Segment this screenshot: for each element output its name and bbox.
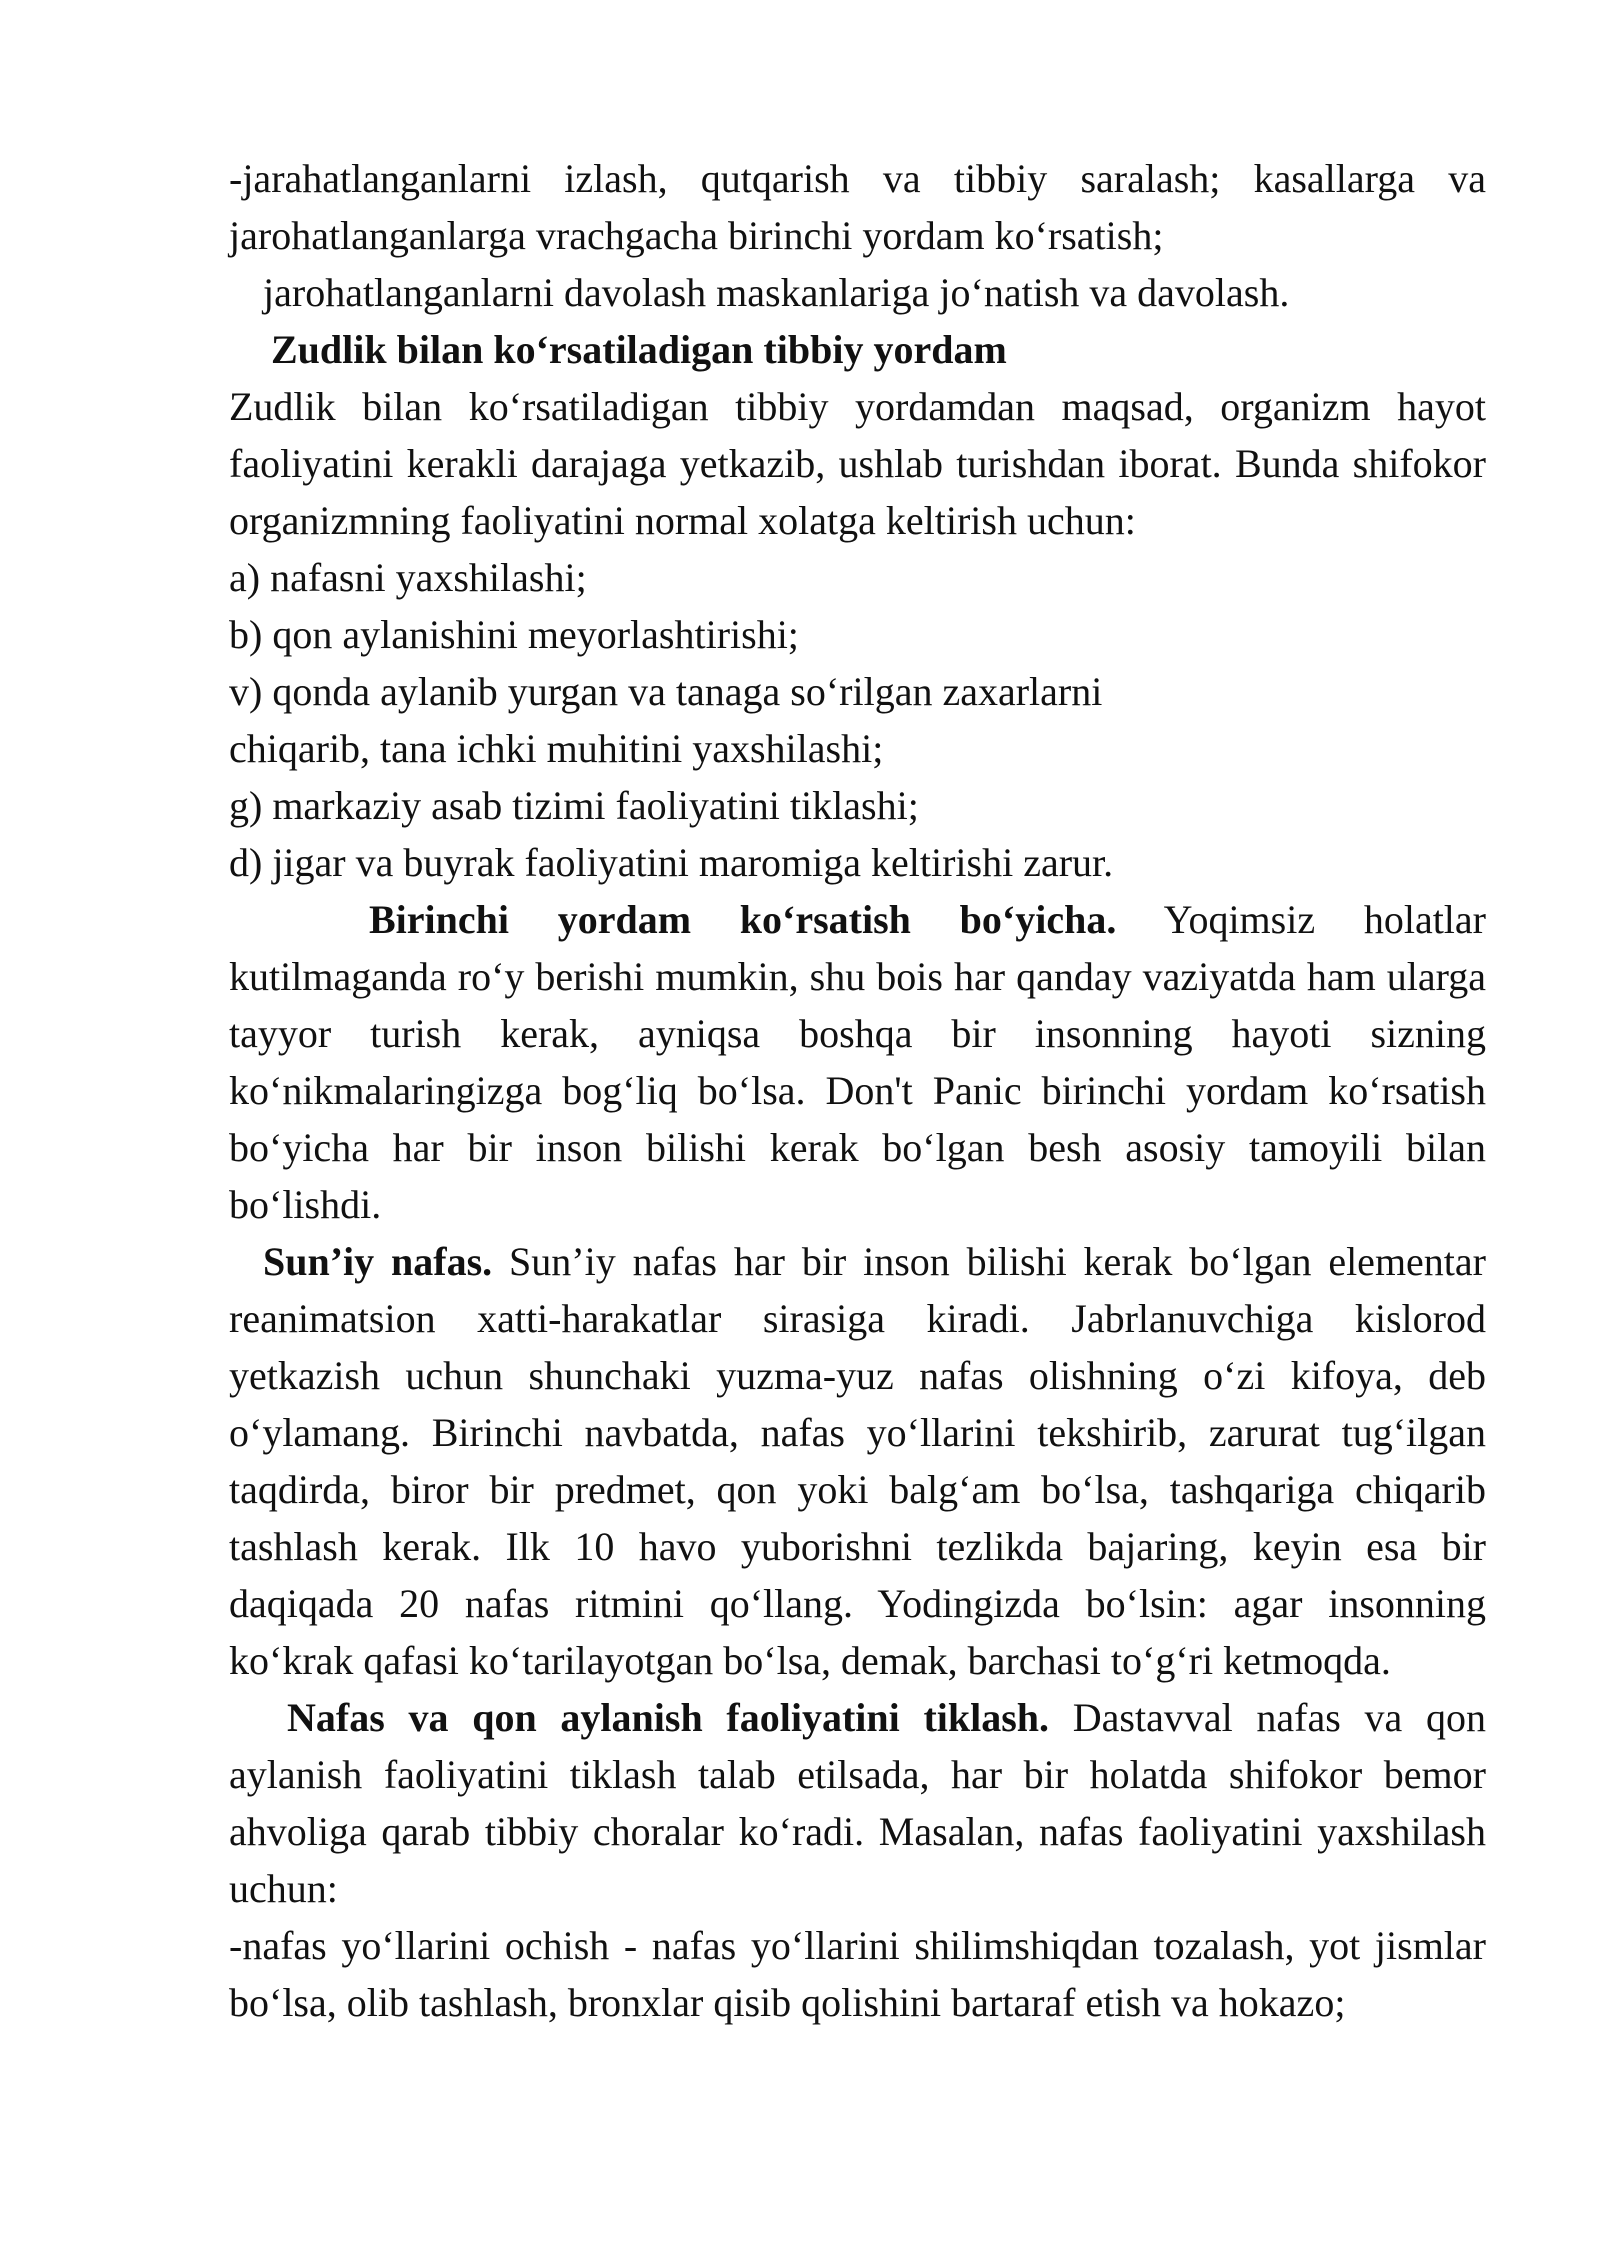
list-item: chiqarib, tana ichki muhitini yaxshilashi; <box>229 726 884 771</box>
list-item: a) nafasni yaxshilashi; <box>229 555 587 600</box>
paragraph-text: Yoqimsiz holatlar kutilmaganda roʻy berishi mumkin, shu bois har qanday vaziyatda ham ularga tayyor turish kerak, ayniqsa boshqa bir insonning hayoti sizning koʻnikmalaringizga bogʻliq boʻlsa. Don't Panic birinchi yordam koʻrsatish boʻyicha har bir inson bilishi kerak boʻlgan besh asosiy tamoyili bilan boʻlishdi. <box>229 897 1486 1227</box>
section-paragraph-artificial-respiration <box>229 1233 1486 1689</box>
section-paragraph-restoring-breathing <box>229 1689 1486 1917</box>
closing-paragraph: -nafas yoʻllarini ochish - nafas yoʻllarini shilimshiqdan tozalash, yot jismlar boʻlsa, olib tashlash, bronxlar qisib qolishini bartaraf etish va hokazo; <box>229 1923 1486 2025</box>
intro-paragraph: -jarahatlanganlarni izlash, qutqarish va tibbiy saralash; kasallarga va jarohatlanganlarga vrachgacha birinchi yordam koʻrsatish; <box>229 156 1486 258</box>
list-item: v) qonda aylanib yurgan va tanaga soʻrilgan zaxarlarni <box>229 669 1103 714</box>
intro-paragraph-continued: jarohatlanganlarni davolash maskanlariga joʻnatish va davolash. <box>263 270 1290 315</box>
paragraph-text: Sun’iy nafas har bir inson bilishi kerak boʻlgan elementar reanimatsion xatti-harakatlar sirasiga kiradi. Jabrlanuvchiga kislorod yetkazish uchun shunchaki yuzma-yuz nafas olishning oʻzi kifoya, deb oʻylamang. Birinchi navbatda, nafas yoʻllarini tekshirib, zarurat tugʻilgan taqdirda, biror bir predmet, qon yoki balgʻam boʻlsa, tashqariga chiqarib tashlash kerak. Ilk 10 havo yuborishni tezlikda bajaring, keyin esa bir daqiqada 20 nafas ritmini qoʻllang. Yodingizda boʻlsin: agar insonning koʻkrak qafasi koʻtarilayotgan boʻlsa, demak, barchasi toʻgʻri ketmoqda. <box>229 1239 1486 1683</box>
section-paragraph-urgent-care: Zudlik bilan koʻrsatiladigan tibbiy yordamdan maqsad, organizm hayot faoliyatini kerakli darajaga yetkazib, ushlab turishdan iborat. Bunda shifokor organizmning faoliyatini normal xolatga keltirish uchun: <box>229 384 1486 543</box>
list-item: g) markaziy asab tizimi faoliyatini tiklashi; <box>229 783 919 828</box>
inline-heading-first-aid: Birinchi yordam koʻrsatish boʻyicha. <box>369 897 1117 942</box>
inline-heading-restoring-breathing: Nafas va qon aylanish faoliyatini tiklash. <box>287 1695 1050 1740</box>
section-paragraph-first-aid <box>229 891 1486 1233</box>
section-heading-urgent-care: Zudlik bilan koʻrsatiladigan tibbiy yordam <box>271 327 1007 372</box>
list-item: b) qon aylanishini meyorlashtirishi; <box>229 612 799 657</box>
list-item: d) jigar va buyrak faoliyatini maromiga keltirishi zarur. <box>229 840 1114 885</box>
document-page <box>229 150 1486 2031</box>
paragraph-text: Dastavval nafas va qon aylanish faoliyatini tiklash talab etilsada, har bir holatda shifokor bemor ahvoliga qarab tibbiy choralar koʻradi. Masalan, nafas faoliyatini yaxshilash uchun: <box>229 1695 1486 1911</box>
inline-heading-artificial-respiration: Sun’iy nafas. <box>263 1239 493 1284</box>
